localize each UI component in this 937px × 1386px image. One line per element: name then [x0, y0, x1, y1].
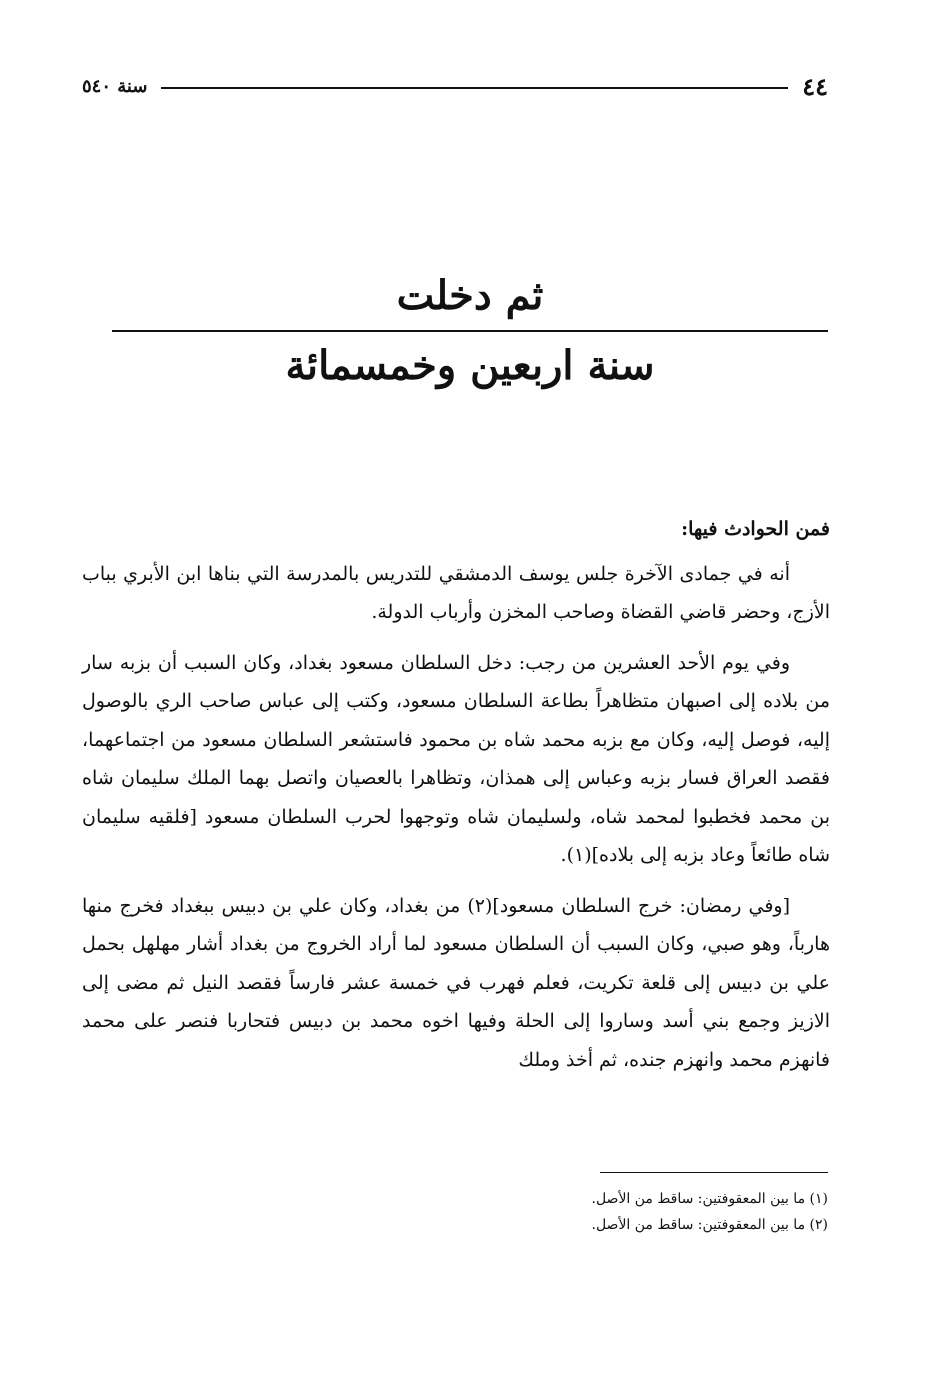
chapter-heading-line1: ثم دخلت [396, 272, 544, 319]
chapter-heading [112, 268, 828, 396]
paragraph: وفي يوم الأحد العشرين من رجب: دخل السلطان مسعود بغداد، وكان السبب أن بزبه سار من بلاده إلى اصبهان متظاهراً بطاعة السلطان مسعود، وكتب إلى عباس صاحب الري بالوصول إليه، فوصل إليه، وكان مع بزبه محمد شاه بن محمود فاستشعر السلطان مسعود من اجتماعهما، فقصد العراق فسار بزبه وعباس إلى همذان، وتظاهرا بالعصيان واتصل بهما الملك سليمان شاه بن محمد فخطبوا لمحمد شاه، ولسليمان شاه وتوجهوا لحرب السلطان مسعود [فلقيه سليمان شاه طائعاً وعاد بزبه إلى بلاده](١). [82, 651, 830, 866]
running-title: سنة ٥٤٠ [82, 75, 148, 97]
paragraph: أنه في جمادى الآخرة جلس يوسف الدمشقي للتدريس بالمدرسة التي بناها ابن الأبري بباب الأزج، وحضر قاضي القضاة وصاحب المخزن وأرباب الدولة. [82, 562, 830, 623]
footnote: (١) ما بين المعقوفتين: ساقط من الأصل. [591, 1191, 828, 1207]
body-text [82, 510, 830, 1091]
header-rule [161, 87, 788, 89]
footnote-rule [600, 1172, 828, 1173]
chapter-heading-line2: سنة اربعين وخمسمائة [285, 342, 655, 389]
section-lead: فمن الحوادث فيها: [681, 518, 830, 540]
paragraph: [وفي رمضان: خرج السلطان مسعود](٢) من بغداد، وكان علي بن دبيس ببغداد فخرج منها هارباً، وهو صبي، وكان السبب أن السلطان مسعود لما أراد الخروج من بغداد أشار مهلهل بحمل علي بن دبيس إلى قلعة تكريت، فعلم فهرب في خمسة عشر فارساً فقصد النيل ثم مضى إلى الازيز وجمع بني أسد وساروا إلى الحلة وفيها اخوه محمد بن دبيس فتحاربا فنصر على محمد فانهزم محمد وانهزم جنده، ثم أخذ وملك [82, 894, 830, 1071]
page-number: ٤٤ [802, 71, 828, 101]
footnote: (٢) ما بين المعقوفتين: ساقط من الأصل. [591, 1217, 828, 1233]
footnotes [400, 1186, 828, 1238]
running-header [82, 68, 828, 104]
chapter-heading-rule [112, 330, 828, 332]
